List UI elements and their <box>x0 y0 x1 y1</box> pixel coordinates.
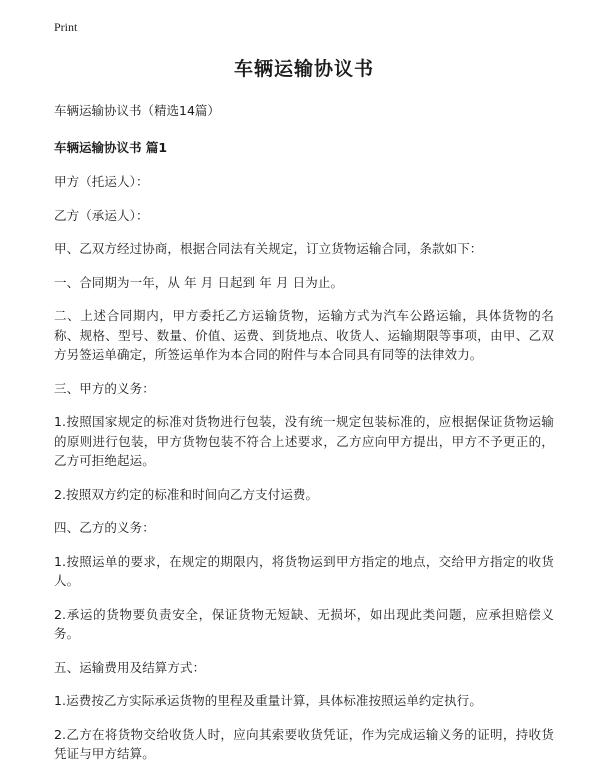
paragraph-5-1: 1.运费按乙方实际承运货物的里程及重量计算，具体标准按照运单约定执行。 <box>54 693 482 708</box>
print-link[interactable]: Print <box>54 20 78 34</box>
document-subtitle: 车辆运输协议书（精选14篇） <box>54 103 220 118</box>
paragraph-4-1: 1.按照运单的要求，在规定的期限内，将货物运到甲方指定的地点，交给甲方指定的收货人。 <box>54 553 554 588</box>
paragraph-clause-1: 一、合同期为一年，从 年 月 日起到 年 月 日为止。 <box>54 274 344 290</box>
document-body <box>54 44 554 778</box>
section-heading: 车辆运输协议书 篇1 <box>54 140 168 155</box>
paragraph-heading-4: 四、乙方的义务： <box>54 520 155 535</box>
paragraph-party-a: 甲方（托运人）： <box>54 174 149 189</box>
paragraph-heading-5: 五、运输费用及结算方式： <box>54 659 206 675</box>
paragraph-clause-2: 二、上述合同期内，甲方委托乙方运输货物，运输方式为汽车公路运输，具体货物的名称、规格、型号、数量、价值、运费、到货地点、收货人、运输期限等事项，由甲、乙双方另签运单确定，所签运单作为本合同的附件与本合同具有同等的法律效力。 <box>54 308 554 362</box>
paragraph-party-b: 乙方（承运人）： <box>54 207 149 223</box>
paragraph-heading-3: 三、甲方的义务： <box>54 380 155 396</box>
paragraph-intro: 甲、乙双方经过协商，根据合同法有关规定，订立货物运输合同，条款如下： <box>54 241 483 256</box>
paragraph-3-1: 1.按照国家规定的标准对货物进行包装，没有统一规定包装标准的，应根据保证货物运输的原则进行包装，甲方货物包装不符合上述要求，乙方应向甲方提出，甲方不予更正的，乙方可拒绝起运。 <box>54 414 554 468</box>
paragraph-5-2: 2.乙方在将货物交给收货人时，应向其索要收货凭证，作为完成运输义务的证明，持收货凭证与甲方结算。 <box>54 726 554 761</box>
paragraph-3-2: 2.按照双方约定的标准和时间向乙方支付运费。 <box>54 486 319 502</box>
document-title: 车辆运输协议书 <box>233 58 374 80</box>
paragraph-4-2: 2.承运的货物要负责安全，保证货物无短缺、无损坏，如出现此类问题，应承担赔偿义务。 <box>54 606 554 641</box>
